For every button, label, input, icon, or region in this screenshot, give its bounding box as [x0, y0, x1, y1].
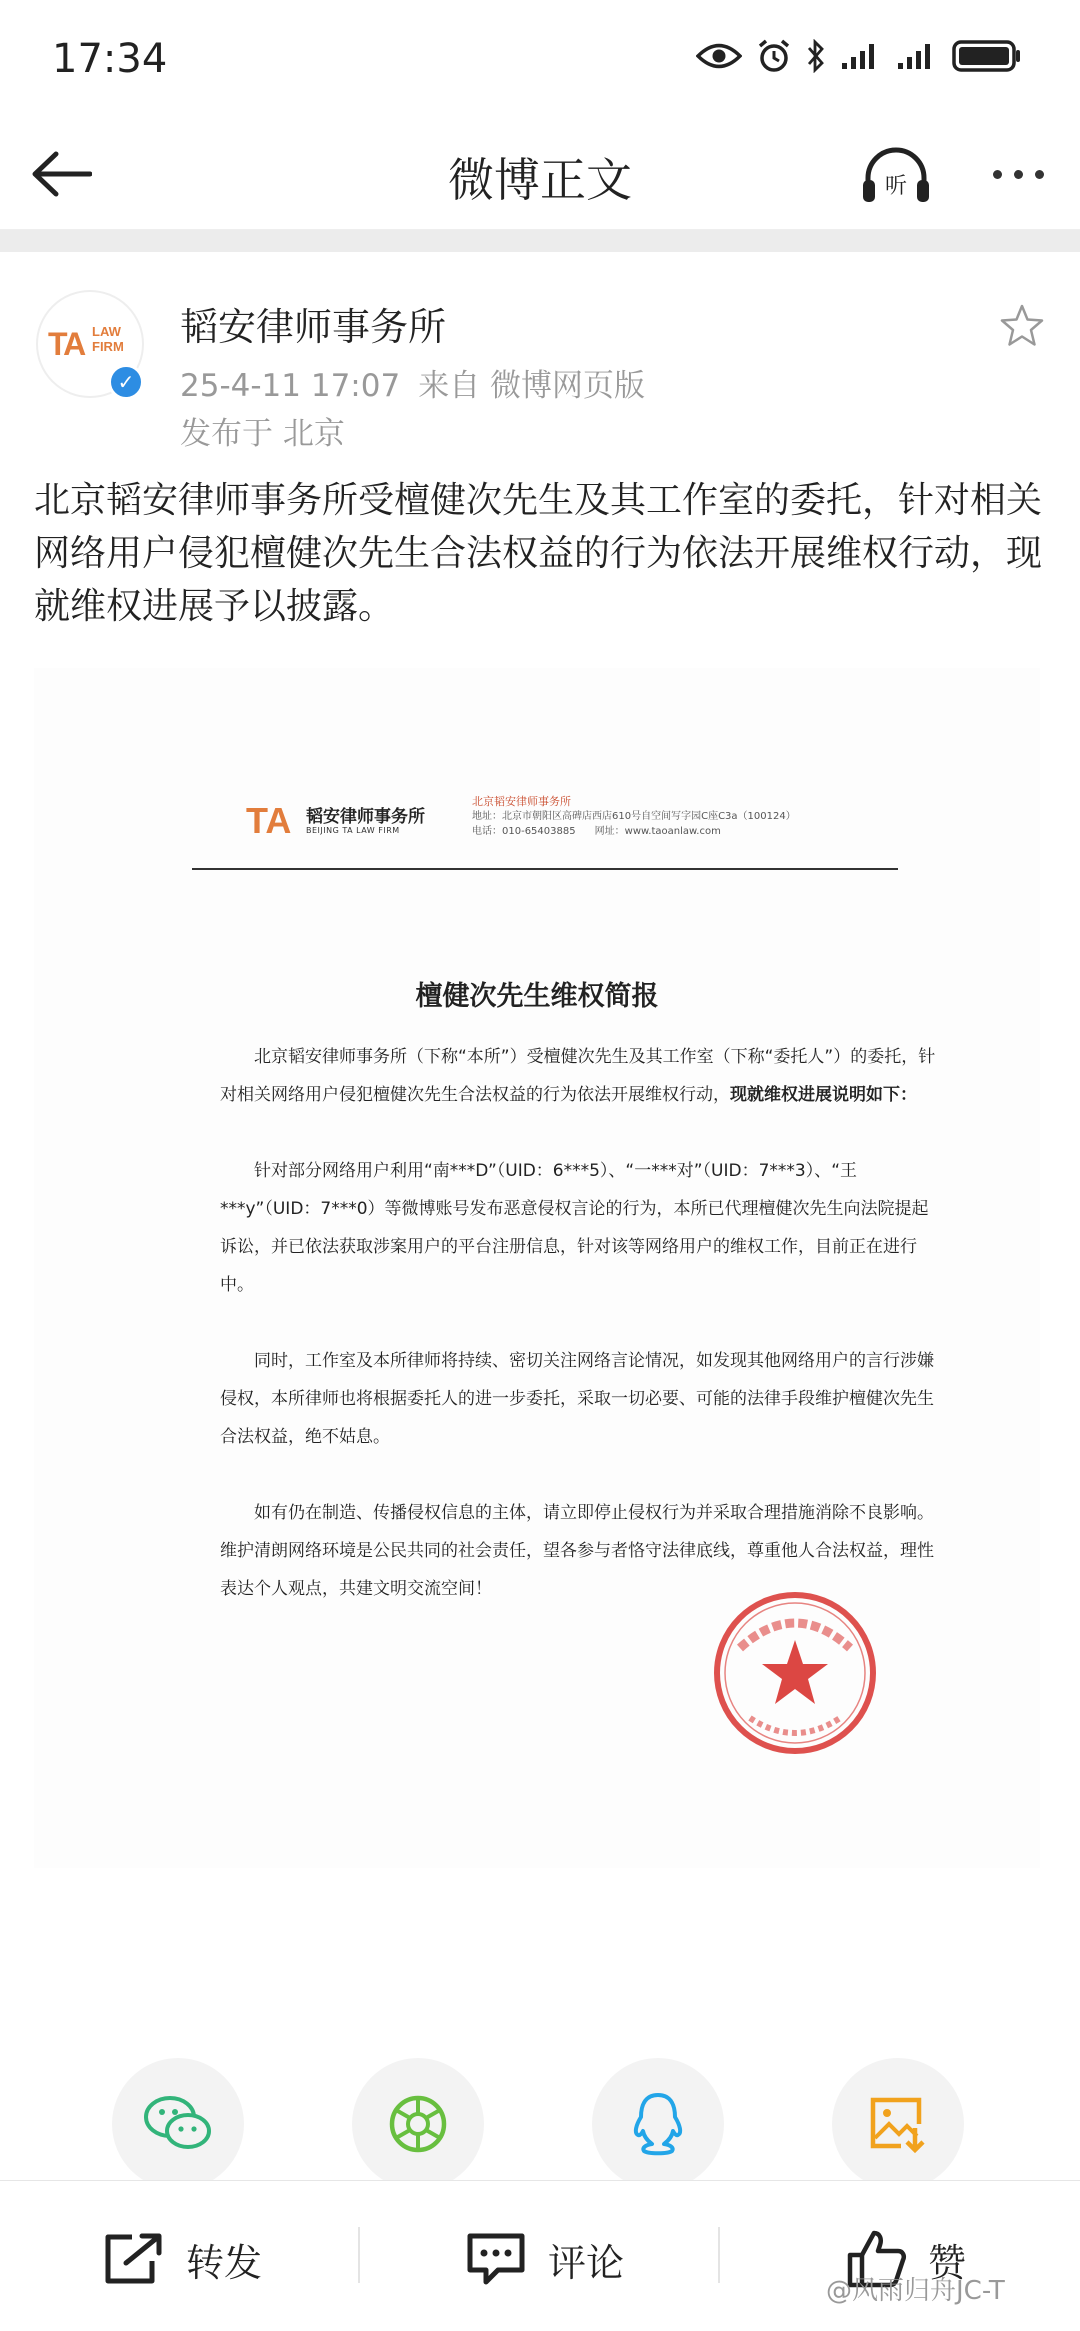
share-row	[0, 2058, 1080, 2188]
alarm-icon	[756, 38, 792, 74]
author-name[interactable]: 韬安律师事务所	[180, 305, 447, 349]
bluetooth-icon	[806, 39, 826, 73]
document-paragraph: 针对部分网络用户利用“南***D”（UID：6***5）、“一***对”（UID：7***3）、“王***y”（UID：7***0）等微博账号发布恶意侵权言论的行为，本所已代理檀健次先生向法院提起诉讼，并已依法获取涉案用户的平台注册信息，针对该等网络用户的维权工作，目前正在进行中。	[220, 1161, 929, 1295]
more-dot	[1014, 170, 1023, 179]
more-dot	[993, 170, 1002, 179]
star-icon	[998, 302, 1046, 350]
verified-badge-icon: ✓	[108, 364, 144, 400]
document-paragraph: 同时，工作室及本所律师将持续、密切关注网络言论情况，如发现其他网络用户的言行涉嫌侵权，本所律师也将根据委托人的进一步委托，采取一切必要、可能的法律手段维护檀健次先生合法权益，绝不姑息。	[220, 1351, 934, 1447]
page-title: 微博正文	[448, 153, 632, 207]
comment-label: 评论	[548, 2240, 625, 2285]
repost-button[interactable]	[102, 2219, 262, 2299]
favorite-button[interactable]	[998, 302, 1046, 350]
post-location: 发布于 北京	[180, 416, 345, 452]
official-seal-icon	[710, 1588, 880, 1758]
post-meta	[180, 360, 663, 405]
repost-label: 转发	[186, 2240, 263, 2285]
action-divider	[358, 2227, 360, 2283]
eye-icon	[696, 41, 742, 71]
action-divider	[718, 2227, 720, 2283]
document-rule	[192, 868, 898, 870]
save-image-button[interactable]	[832, 2058, 964, 2190]
share-wechat-button[interactable]	[112, 2058, 244, 2190]
listen-button[interactable]	[858, 144, 934, 208]
status-time: 17:34	[52, 36, 168, 82]
document-logo: TA	[246, 800, 292, 841]
share-qq-button[interactable]	[592, 2058, 724, 2190]
qq-icon	[630, 2091, 686, 2157]
save-image-icon	[867, 2094, 929, 2154]
law-firm-logo: TA LAW FIRM	[48, 324, 124, 362]
share-moments-button[interactable]	[352, 2058, 484, 2190]
document-firm-name-en: BEIJING TA LAW FIRM	[306, 826, 400, 835]
document-body	[220, 1038, 938, 1646]
repost-icon	[102, 2231, 166, 2287]
battery-icon	[952, 39, 1022, 73]
watermark: @风雨归舟JC-T	[826, 2276, 1005, 2306]
comment-icon	[464, 2230, 528, 2288]
post-text: 北京韬安律师事务所受檀健次先生及其工作室的委托，针对相关网络用户侵犯檀健次先生合法权益的行为依法开展维权行动，现就维权进展予以披露。	[34, 480, 1043, 627]
document-letterhead-red: 北京韬安律师事务所	[472, 795, 571, 808]
headphones-icon	[860, 146, 932, 206]
document-contact	[472, 794, 796, 839]
document-paragraph: 北京韬安律师事务所（下称“本所”）受檀健次先生及其工作室（下称“委托人”）的委托，针对相关网络用户侵犯檀健次先生合法权益的行为依法开展维权行动，现就维权进展说明如下：	[220, 1047, 936, 1105]
svg-text:听: 听	[884, 174, 908, 199]
comment-button[interactable]	[464, 2219, 624, 2299]
more-dot	[1035, 170, 1044, 179]
signal-icon-1	[840, 41, 882, 71]
bottom-action-bar	[0, 2180, 1080, 2331]
like-label: 赞	[928, 2240, 967, 2285]
status-icons	[696, 38, 1022, 74]
app-header	[0, 120, 1080, 230]
status-bar	[0, 0, 1080, 120]
more-button[interactable]	[980, 154, 1056, 194]
document-firm-name: 韬安律师事务所	[306, 807, 425, 827]
moments-icon	[386, 2092, 450, 2156]
section-divider	[0, 230, 1080, 252]
document-paragraph: 如有仍在制造、传播侵权信息的主体，请立即停止侵权行为并采取合理措施消除不良影响。维护清朗网络环境是公民共同的社会责任，望各参与者恪守法律底线，尊重他人合法权益，理性表达个人观点，共建文明交流空间！	[220, 1503, 934, 1599]
document-address: 地址：北京市朝阳区高碑店西店610号自空间写字园C座C3a（100124）	[472, 811, 796, 822]
document-letterhead	[214, 792, 936, 866]
post-timestamp: 25-4-11 17:07	[180, 368, 401, 404]
document-website: 网址：www.taoanlaw.com	[594, 826, 721, 837]
document-title: 檀健次先生维权简报	[415, 981, 659, 1012]
wechat-icon	[142, 2093, 214, 2155]
document-phone: 电话：010-65403885	[472, 826, 576, 837]
signal-icon-2	[896, 41, 938, 71]
document-image[interactable]	[34, 668, 1040, 1868]
post-source: 来自 微博网页版	[418, 368, 646, 404]
